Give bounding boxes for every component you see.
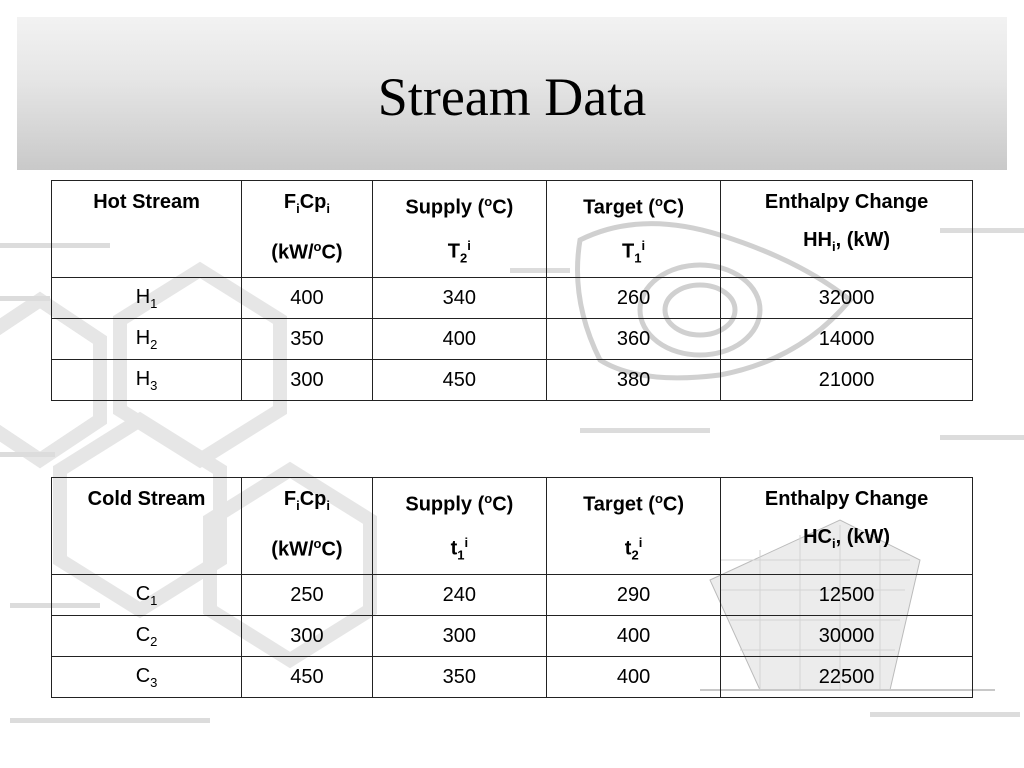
supply-cell: 400 <box>372 319 546 360</box>
header-supply: Supply ($^o$C) $T_2^i$ <box>372 181 546 278</box>
header-stream: Cold Stream <box>52 478 242 575</box>
header-supply: Supply ($^o$C) $t_1^i$ <box>372 478 546 575</box>
enthalpy-cell: 21000 <box>721 360 973 401</box>
table-row <box>52 319 973 360</box>
header-target: Target ($^o$C) $T_1^i$ <box>546 181 720 278</box>
table-row <box>52 575 973 616</box>
supply-cell: 350 <box>372 657 546 698</box>
supply-cell: 340 <box>372 278 546 319</box>
target-cell: 380 <box>546 360 720 401</box>
page-title: Stream Data <box>377 67 647 127</box>
stream-name-cell: $C_3$ <box>52 657 242 698</box>
fcp-cell: 300 <box>242 360 373 401</box>
table-row <box>52 657 973 698</box>
table-row <box>52 616 973 657</box>
target-cell: 400 <box>546 616 720 657</box>
header-target: Target ($^o$C) $t_2^i$ <box>546 478 720 575</box>
header-fcp: $F_iCp_i$ (kW/$^o$C) <box>242 478 373 575</box>
stream-name-cell: $H_1$ <box>52 278 242 319</box>
target-cell: 360 <box>546 319 720 360</box>
stream-name-cell: $H_2$ <box>52 319 242 360</box>
stream-name-cell: $C_1$ <box>52 575 242 616</box>
header-fcp: $F_iCp_i$ (kW/$^o$C) <box>242 181 373 278</box>
table-header-row <box>52 478 973 575</box>
hot-stream-table <box>51 180 973 401</box>
fcp-cell: 300 <box>242 616 373 657</box>
target-cell: 400 <box>546 657 720 698</box>
table-row <box>52 278 973 319</box>
fcp-cell: 400 <box>242 278 373 319</box>
supply-cell: 300 <box>372 616 546 657</box>
stream-name-cell: $C_2$ <box>52 616 242 657</box>
enthalpy-cell: 14000 <box>721 319 973 360</box>
target-cell: 290 <box>546 575 720 616</box>
table-row <box>52 360 973 401</box>
enthalpy-cell: 12500 <box>721 575 973 616</box>
enthalpy-cell: 32000 <box>721 278 973 319</box>
fcp-cell: 250 <box>242 575 373 616</box>
header-stream: Hot Stream <box>52 181 242 278</box>
enthalpy-cell: 30000 <box>721 616 973 657</box>
table-header-row <box>52 181 973 278</box>
header-enthalpy: Enthalpy Change $HC_i$, (kW) <box>721 478 973 575</box>
supply-cell: 450 <box>372 360 546 401</box>
enthalpy-cell: 22500 <box>721 657 973 698</box>
fcp-cell: 450 <box>242 657 373 698</box>
fcp-cell: 350 <box>242 319 373 360</box>
supply-cell: 240 <box>372 575 546 616</box>
target-cell: 260 <box>546 278 720 319</box>
cold-stream-table <box>51 477 973 698</box>
stream-name-cell: $H_3$ <box>52 360 242 401</box>
header-enthalpy: Enthalpy Change $HH_i$, (kW) <box>721 181 973 278</box>
